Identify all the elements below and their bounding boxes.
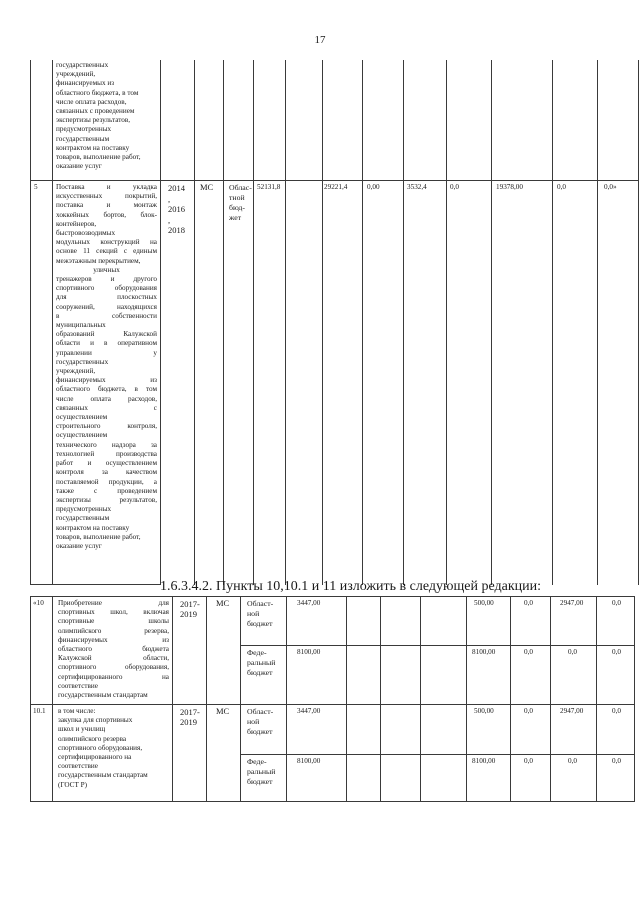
value-total: 8100,00 bbox=[297, 648, 321, 656]
row-funding-source: Облас- тной бюд- жет bbox=[229, 183, 252, 222]
value-total: 52131,8 bbox=[257, 183, 281, 191]
value-cell: 0,0 bbox=[568, 757, 577, 765]
value-cell: 8100,00 bbox=[472, 648, 496, 656]
row-number: 5 bbox=[34, 183, 38, 191]
col-border bbox=[446, 60, 447, 585]
value-cell: 0,0 bbox=[524, 757, 533, 765]
value-cell: 0,0 bbox=[524, 648, 533, 656]
value-cell: 0,0 bbox=[557, 183, 566, 191]
row-funding-source: Област- ной бюджет bbox=[247, 707, 274, 736]
value-cell: 0,0 bbox=[568, 648, 577, 656]
value-cell: 2947,00 bbox=[560, 707, 584, 715]
value-cell: 29221,4 bbox=[324, 183, 348, 191]
col-border bbox=[285, 60, 286, 585]
value-total: 3447,00 bbox=[297, 707, 321, 715]
value-cell: 0,0 bbox=[524, 599, 533, 607]
col-border bbox=[597, 60, 598, 585]
col-border bbox=[30, 596, 31, 802]
value-cell: 500,00 bbox=[474, 599, 494, 607]
value-cell: 0,0 bbox=[450, 183, 459, 191]
row-description: в том числе: закупка для спортивных школ и училищ олимпийского резерва спортивного оборудования, сертифицированного на соответствие государственным стандартам (ГОСТ Р) bbox=[58, 707, 148, 789]
row-years: 2017- 2019 bbox=[180, 707, 200, 727]
continued-description: государственных учреждений, финансируемых из областного бюджета, в том числе оплата расходов, связанных с проведением экспертизы результатов, предусмотренных государственным контрактом на поставку товаров, выполнение работ, оказание услуг bbox=[56, 61, 141, 171]
row-divider bbox=[30, 180, 638, 181]
value-cell: 0,00 bbox=[367, 183, 380, 191]
col-border bbox=[420, 596, 421, 802]
value-total: 8100,00 bbox=[297, 757, 321, 765]
col-border bbox=[596, 596, 597, 802]
value-cell: 500,00 bbox=[474, 707, 494, 715]
row-years: 2014 , 2016 , 2018 bbox=[168, 183, 185, 235]
col-border bbox=[223, 60, 224, 585]
value-cell: 0,0 bbox=[612, 707, 621, 715]
value-cell: 0,0 bbox=[612, 757, 621, 765]
row-executor: МС bbox=[216, 598, 230, 608]
table-top-border bbox=[30, 596, 635, 597]
col-border bbox=[194, 60, 195, 585]
amendment-heading: 1.6.3.4.2. Пункты 10,10.1 и 11 изложить в следующей редакции: bbox=[160, 579, 541, 594]
col-border bbox=[634, 596, 635, 802]
row-divider bbox=[30, 704, 635, 705]
row-years: 2017- 2019 bbox=[180, 599, 200, 619]
col-border bbox=[286, 596, 287, 802]
row-divider bbox=[240, 754, 635, 755]
row-description: Приобретение для спортивных школ, включая спортивные школы олимпийского резерва, финансируемых из областного бюджета Калужской области, спортивного оборудования, сертифицированного на соответствие государственным стандартам bbox=[58, 599, 169, 700]
row-number: «10 bbox=[33, 599, 44, 607]
col-border bbox=[550, 596, 551, 802]
col-border bbox=[240, 596, 241, 802]
row-executor: МС bbox=[216, 706, 230, 716]
col-border bbox=[346, 596, 347, 802]
row-number: 10.1 bbox=[33, 707, 46, 715]
col-border bbox=[322, 60, 323, 585]
value-cell: 0,0» bbox=[604, 183, 617, 191]
col-border bbox=[380, 596, 381, 802]
col-border bbox=[491, 60, 492, 585]
row-executor: МС bbox=[200, 182, 214, 192]
row-description: Поставка и укладка искусственных покрытий, поставка и монтаж хоккейных бортов, блок- контейнеров, быстровозводимых модульных конструкций на основе 11 секций с единым межэтажным перекрытием, уличных тренажеров и другого спортивного оборудования для плоскостных сооружений, находящихся в собственности муниципальных образований Калужской области и в оперативном управлении у государственных учреждений, финансируемых из областного бюджета, в том числе оплата расходов, связанных с осуществлением строительного контроля, осуществлением технического надзора за технологией производства работ и осуществлением контроля за качеством поставляемой продукции, а также с проведением экспертизы результатов, предусмотренных государственным контрактом на поставку товаров, выполнение работ, оказание услуг bbox=[56, 183, 157, 550]
col-border bbox=[160, 60, 161, 585]
col-border bbox=[172, 596, 173, 802]
col-border bbox=[206, 596, 207, 802]
value-cell: 0,0 bbox=[612, 599, 621, 607]
col-border bbox=[362, 60, 363, 585]
col-border bbox=[52, 60, 53, 585]
value-cell: 0,0 bbox=[612, 648, 621, 656]
value-total: 3447,00 bbox=[297, 599, 321, 607]
row-funding-source: Феде- ральный бюджет bbox=[247, 757, 276, 786]
table-bottom-border bbox=[30, 584, 160, 585]
col-border bbox=[30, 60, 31, 585]
value-cell: 2947,00 bbox=[560, 599, 584, 607]
col-border bbox=[466, 596, 467, 802]
table-bottom-border bbox=[30, 801, 635, 802]
col-border bbox=[638, 60, 639, 585]
row-divider bbox=[240, 645, 635, 646]
row-funding-source: Област- ной бюджет bbox=[247, 599, 274, 628]
col-border bbox=[552, 60, 553, 585]
col-border bbox=[253, 60, 254, 585]
col-border bbox=[510, 596, 511, 802]
col-border bbox=[403, 60, 404, 585]
value-cell: 19378,00 bbox=[496, 183, 523, 191]
col-border bbox=[52, 596, 53, 802]
row-funding-source: Феде- ральный бюджет bbox=[247, 648, 276, 677]
value-cell: 0,0 bbox=[524, 707, 533, 715]
value-cell: 8100,00 bbox=[472, 757, 496, 765]
page-number: 17 bbox=[314, 34, 326, 46]
value-cell: 3532,4 bbox=[407, 183, 427, 191]
